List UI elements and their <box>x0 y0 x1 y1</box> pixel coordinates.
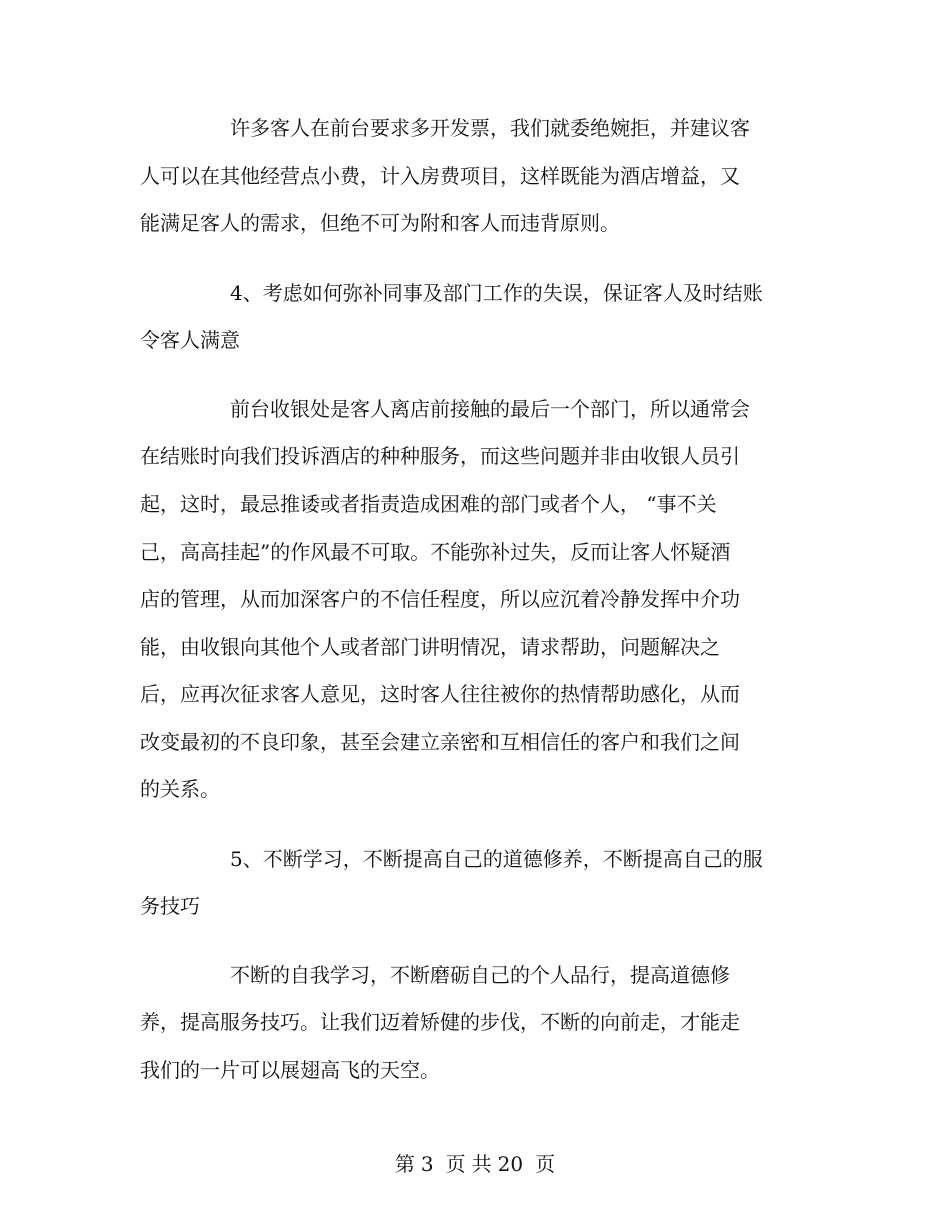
paragraph-3-line-5: 店的管理，从而加深客户的不信任程度，所以应沉着冷静发挥中介功 <box>140 587 740 611</box>
paragraph-3-line-4: 己，高高挂起”的作风最不可取。不能弥补过失，反而让客人怀疑酒 <box>140 540 731 564</box>
paragraph-5-line-2: 养，提高服务技巧。让我们迈着矫健的步伐，不断的向前走，才能走 <box>140 1010 740 1034</box>
paragraph-1-line-1: 许多客人在前台要求多开发票，我们就委绝婉拒，并建议客 <box>230 116 750 140</box>
footer-page-word: 页 <box>445 1152 466 1176</box>
paragraph-3-line-7: 后，应再次征求客人意见，这时客人往往被你的热情帮助感化，从而 <box>140 682 740 706</box>
page-footer <box>0 1150 950 1178</box>
section-4-heading-line-2: 令客人满意 <box>140 328 240 352</box>
paragraph-3-line-2: 在结账时向我们投诉酒店的种种服务，而这些问题并非由收银人员引 <box>140 444 740 468</box>
footer-prefix: 第 <box>394 1152 415 1176</box>
paragraph-1-line-2: 人可以在其他经营点小费，计入房费项目，这样既能为酒店增益，又 <box>140 164 740 188</box>
footer-total-pages: 20 <box>497 1152 524 1176</box>
paragraph-5-line-1: 不断的自我学习，不断磨砺自己的个人品行，提高道德修 <box>230 963 730 987</box>
paragraph-3-line-6: 能，由收银向其他个人或者部门讲明情况，请求帮助，问题解决之 <box>140 635 720 659</box>
paragraph-5-line-3: 我们的一片可以展翅高飞的天空。 <box>140 1058 440 1082</box>
footer-suffix: 页 <box>535 1152 556 1176</box>
section-5-heading-line-2: 务技巧 <box>140 894 200 918</box>
paragraph-3-line-3: 起，这时，最忌推诿或者指责造成困难的部门或者个人， “事不关 <box>140 492 717 516</box>
footer-total-word: 共 <box>471 1152 492 1176</box>
paragraph-1-line-3: 能满足客人的需求，但绝不可为附和客人而违背原则。 <box>140 211 620 235</box>
paragraph-3-line-1: 前台收银处是客人离店前接触的最后一个部门，所以通常会 <box>230 397 750 421</box>
footer-current-page: 3 <box>420 1152 434 1176</box>
paragraph-3-line-8: 改变最初的不良印象，甚至会建立亲密和互相信任的客户和我们之间 <box>140 730 740 754</box>
section-5-heading-line-1: 5、不断学习，不断提高自己的道德修养，不断提高自己的服 <box>230 847 763 871</box>
paragraph-3-line-9: 的关系。 <box>140 777 220 801</box>
section-4-heading-line-1: 4、考虑如何弥补同事及部门工作的失误，保证客人及时结账 <box>230 281 763 305</box>
